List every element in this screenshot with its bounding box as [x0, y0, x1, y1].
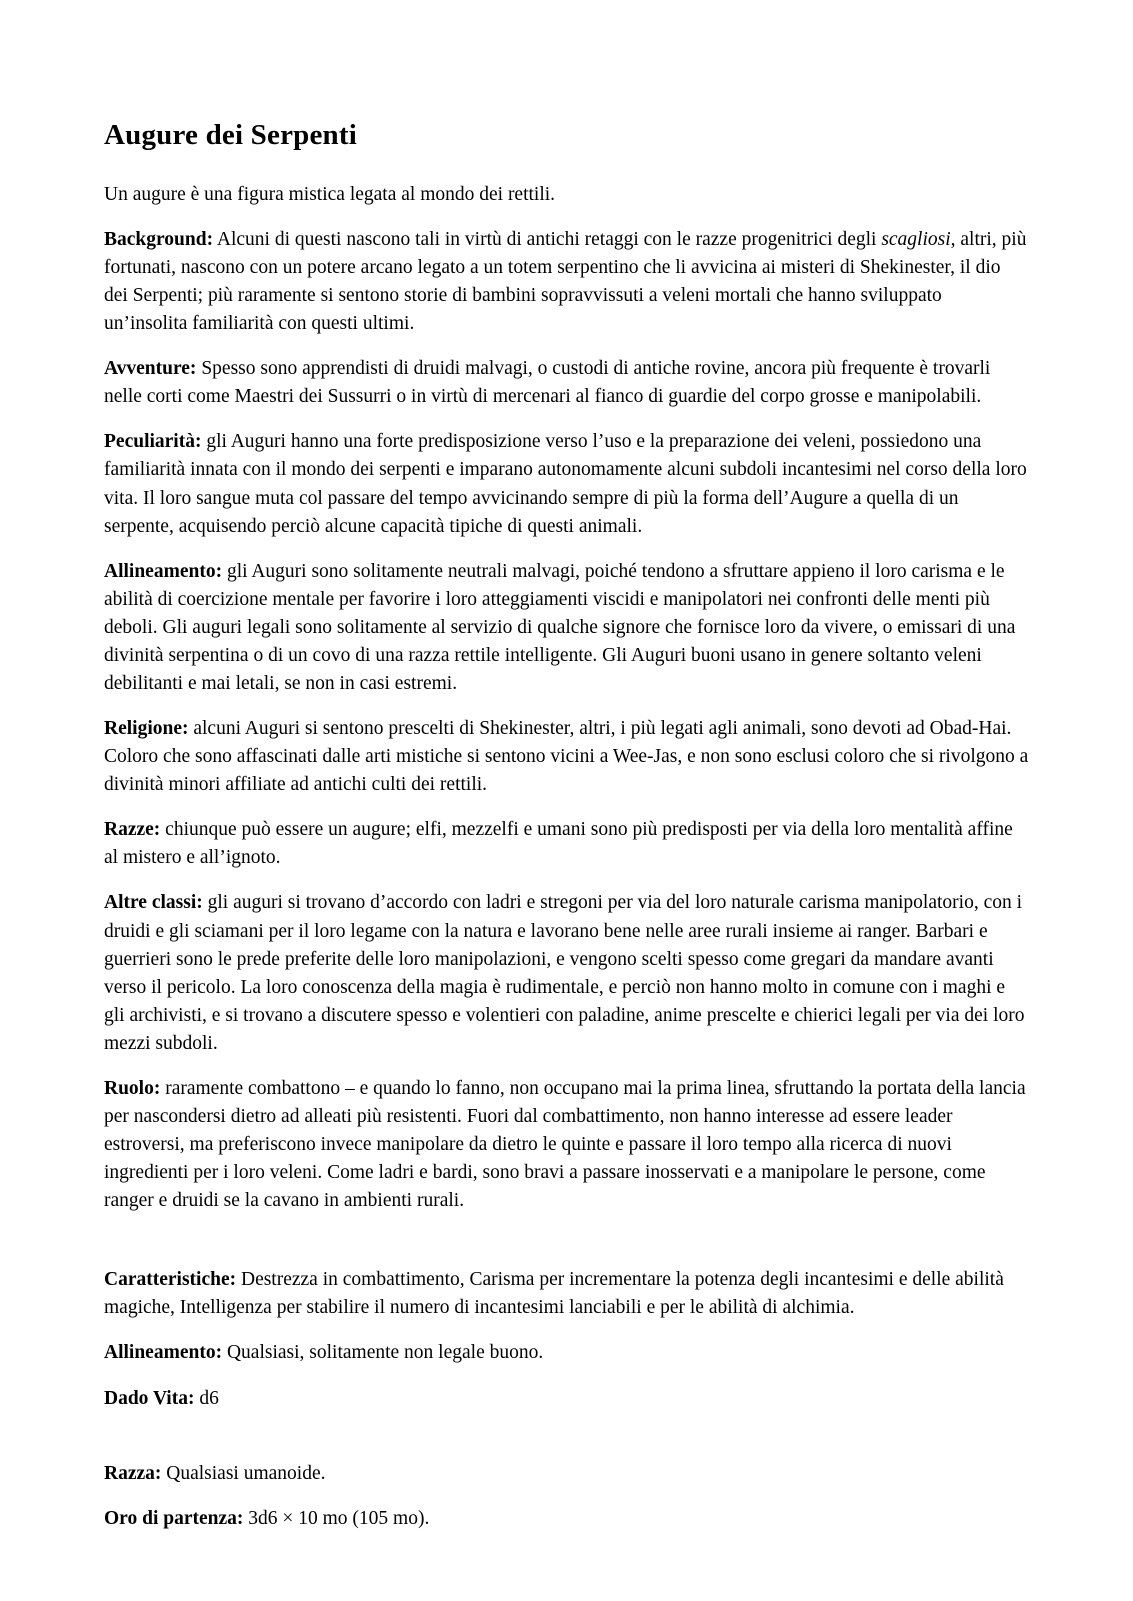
section-razze: [104, 816, 1029, 872]
footer-text-oro-di-partenza: 3d6 × 10 mo (105 mo).: [243, 1507, 430, 1529]
section-spacer-2: [104, 1430, 1029, 1460]
page-title: Augure dei Serpenti: [104, 119, 357, 151]
stat-label-allineamento: Allineamento:: [104, 1342, 223, 1364]
section-text-altre-classi: gli auguri si trovano d’accordo con ladri e stregoni per via del loro naturale carisma manipolatorio, con i druidi e gli sciamani per il loro legame con la natura e lavorano bene nelle aree rurali insieme ai ranger. Barbari e guerrieri sono le prede preferite delle loro manipolazioni, e vengono scelti spesso come gregari da mandare avanti verso il pericolo. La loro conoscenza della magia è rudimentale, e perciò non hanno molto in comune con i maghi e gli archivisti, e si trovano a discutere spesso e volentieri con paladine, anime prescelte e chierici legali per via dei loro mezzi subdoli.: [104, 892, 1025, 1054]
section-text-ruolo: raramente combattono – e quando lo fanno, non occupano mai la prima linea, sfruttando la portata della lancia per nascondersi dietro ad alleati più resistenti. Fuori dal combattimento, non hanno interesse ad essere leader estroversi, ma preferiscono invece manipolare da dietro le quinte e passare il loro tempo alla ricerca di nuovi ingredienti per i loro veleni. Come ladri e bardi, sono bravi a passare inosservati e a manipolare le persone, come ranger e druidi se la cavano in ambienti rurali.: [104, 1077, 1026, 1212]
section-peculiarita: [104, 428, 1029, 540]
section-text-razze: chiunque può essere un augure; elfi, mezzelfi e umani sono più predisposti per via della loro mentalità affine al mistero e all’ignoto.: [104, 819, 1013, 869]
section-label-altre-classi: Altre classi:: [104, 892, 203, 914]
section-text-religione: alcuni Auguri si sentono prescelti di Shekinester, altri, i più legati agli animali, sono devoti ad Obad-Hai. Coloro che sono affascinati dalle arti mistiche si sentono vicini a Wee-Jas, e non sono esclusi coloro che si rivolgono a divinità minori affiliate ad antichi culti dei rettili.: [104, 718, 1029, 796]
section-spacer-1: [104, 1232, 1029, 1266]
section-background: [104, 226, 1029, 338]
section-allineamento: [104, 558, 1029, 698]
section-label-background: Background:: [104, 228, 214, 250]
section-label-peculiarita: Peculiarità:: [104, 431, 202, 453]
footer-label-razza: Razza:: [104, 1462, 162, 1484]
section-text-avventure: Spesso sono apprendisti di druidi malvagi, o custodi di antiche rovine, ancora più frequente è trovarli nelle corti come Maestri dei Sussurri o in virtù di mercenari al fianco di guardie del corpo grosse e manipolabili.: [104, 358, 991, 408]
section-text-peculiarita: gli Auguri hanno una forte predisposizione verso l’uso e la preparazione dei veleni, possiedono una familiarità innata con il mondo dei serpenti e imparano autonomamente alcuni subdoli incantesimi nel corso della loro vita. Il loro sangue muta col passare del tempo avvicinando sempre di più la forma dell’Augure a quella di un serpente, acquisendo perciò alcune capacità tipiche di questi animali.: [104, 431, 1027, 537]
footer-text-razza: Qualsiasi umanoide.: [161, 1462, 326, 1484]
section-text-background-part1: Alcuni di questi nascono tali in virtù di antichi retaggi con le razze progenitrici degli: [213, 228, 882, 250]
stat-text-dado-vita: d6: [194, 1387, 219, 1409]
footer-razza: [104, 1460, 1029, 1488]
stat-text-allineamento: Qualsiasi, solitamente non legale buono.: [222, 1342, 544, 1364]
section-text-background-italic: scagliosi: [881, 228, 951, 250]
section-label-allineamento: Allineamento:: [104, 560, 223, 582]
footer-label-oro-di-partenza: Oro di partenza:: [104, 1507, 244, 1529]
section-altre-classi: [104, 889, 1029, 1057]
stat-caratteristiche: [104, 1266, 1029, 1322]
section-text-allineamento: gli Auguri sono solitamente neutrali malvagi, poiché tendono a sfruttare appieno il loro carisma e le abilità di coercizione mentale per favorire i loro atteggiamenti viscidi e manipolatori nei confronti delle menti più deboli. Gli auguri legali sono solitamente al servizio di qualche signore che fornisce loro da vivere, o emissari di una divinità serpentina o di un covo di una razza rettile intelligente. Gli Auguri buoni usano in genere soltanto veleni debilitanti e mai letali, se non in casi estremi.: [104, 560, 1016, 694]
stat-text-caratteristiche: Destrezza in combattimento, Carisma per incrementare la potenza degli incantesimi e delle abilità magiche, Intelligenza per stabilire il numero di incantesimi lanciabili e per le abilità di alchimia.: [104, 1269, 1004, 1319]
section-ruolo: [104, 1075, 1029, 1215]
stat-dado-vita: [104, 1385, 1029, 1413]
section-label-ruolo: Ruolo:: [104, 1077, 161, 1099]
section-label-religione: Religione:: [104, 718, 189, 740]
section-label-razze: Razze:: [104, 819, 161, 841]
section-label-avventure: Avventure:: [104, 358, 197, 380]
stat-allineamento: [104, 1339, 1029, 1367]
section-text-background-part2: , altri, più fortunati, nascono con un potere arcano legato a un totem serpentino che li avvicina ai misteri di Shekinester, il dio dei Serpenti; più raramente si sentono storie di bambini sopravvissuti a veleni mortali che hanno sviluppato un’insolita familiarità con questi ultimi.: [104, 228, 1027, 335]
stat-label-dado-vita: Dado Vita:: [104, 1387, 195, 1409]
stat-label-caratteristiche: Caratteristiche:: [104, 1269, 237, 1291]
intro-paragraph: Un augure è una figura mistica legata al mondo dei rettili.: [104, 183, 556, 205]
section-religione: [104, 715, 1029, 799]
section-avventure: [104, 355, 1029, 411]
footer-oro-di-partenza: [104, 1505, 1029, 1533]
